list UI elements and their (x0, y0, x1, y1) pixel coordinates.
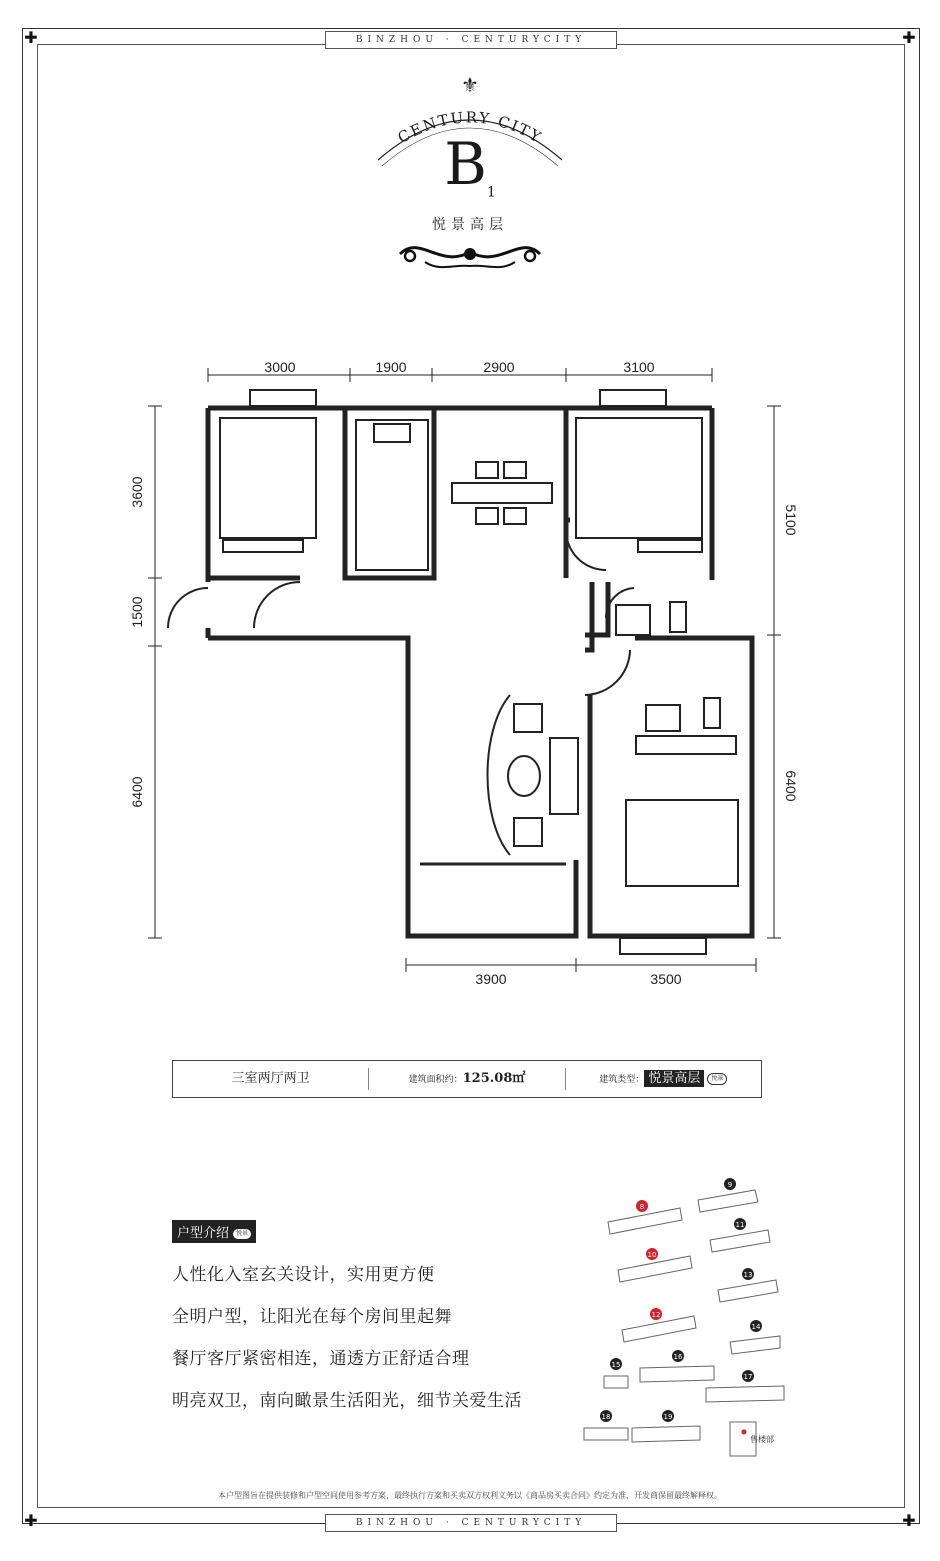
building-number: 10 (647, 1251, 657, 1259)
flourish-ornament-icon (360, 234, 580, 274)
building-marker (662, 1410, 674, 1422)
building-marker (646, 1248, 658, 1260)
floor-plan-drawing (130, 350, 810, 990)
building-marker (600, 1410, 612, 1422)
building-number: 15 (611, 1361, 621, 1369)
building-marker (610, 1358, 622, 1370)
building-marker (672, 1350, 684, 1362)
building-marker (636, 1200, 648, 1212)
bottom-banner: BINZHOU · CENTURYCITY (325, 1514, 617, 1532)
dim-right-2: 6400 (783, 770, 799, 802)
building-number: 9 (727, 1181, 733, 1189)
logo-arc-text: CENTURY CITY (394, 108, 546, 147)
dim-left-2: 1500 (130, 596, 145, 628)
dim-left-1: 3600 (130, 476, 145, 508)
top-banner: BINZHOU · CENTURYCITY (325, 31, 617, 49)
building-number: 13 (743, 1271, 753, 1279)
dim-right-1: 5100 (783, 504, 799, 536)
dim-top-2: 1900 (375, 359, 407, 375)
unit-info-bar (172, 1060, 762, 1098)
building-number: 11 (735, 1221, 745, 1229)
building-type-info: 建筑类型： 悦景高层 悦景 (566, 1068, 761, 1090)
dim-top-1: 3000 (264, 359, 296, 375)
svg-text:⚜: ⚜ (461, 73, 479, 97)
corner-ornament-icon: ✚ (24, 1511, 38, 1530)
intro-line: 人性化入室玄关设计，实用更方便 (172, 1265, 435, 1285)
building-marker (750, 1320, 762, 1332)
building-number: 12 (651, 1311, 661, 1319)
dim-left-3: 6400 (130, 776, 145, 808)
building-marker (734, 1218, 746, 1230)
building-number: 14 (751, 1323, 761, 1331)
project-logo (360, 70, 580, 280)
building-number: 18 (601, 1413, 611, 1421)
floor-plan (130, 350, 810, 990)
building-marker (742, 1370, 754, 1382)
dim-bottom-1: 3900 (475, 971, 507, 987)
dim-top-3: 2900 (483, 359, 515, 375)
building-number: 17 (743, 1373, 753, 1381)
building-marker (724, 1178, 736, 1190)
series-name: 悦景高层 (432, 217, 508, 233)
intro-line: 明亮双卫，南向瞰景生活阳光，细节关爱生活 (172, 1391, 522, 1411)
site-plan-drawing (580, 1170, 810, 1470)
building-marker (742, 1268, 754, 1280)
building-number: 16 (673, 1353, 683, 1361)
dim-top-4: 3100 (623, 359, 655, 375)
dim-bottom-2: 3500 (650, 971, 682, 987)
intro-title: 户型介绍 悦景 (172, 1220, 256, 1243)
corner-ornament-icon: ✚ (24, 28, 38, 47)
sales-office-marker (742, 1430, 747, 1435)
area-info: 建筑面积约：125.08㎡ (369, 1068, 565, 1090)
site-plan (580, 1170, 810, 1470)
layout-type: 三室两厅两卫 (173, 1068, 369, 1090)
unit-letter: $B_1$ (444, 130, 496, 201)
sales-office-label: 售楼部 (750, 1435, 774, 1444)
disclaimer: 本户型图旨在提供装修和户型空间使用参考方案，最终执行方案和买卖双方权利义务以《商品房买卖合同》约定为准，开发商保留最终解释权。 (218, 1491, 722, 1500)
building-number: 8 (639, 1203, 645, 1211)
intro-line: 全明户型，让阳光在每个房间里起舞 (172, 1307, 452, 1327)
unit-introduction (172, 1220, 572, 1411)
building-marker (650, 1308, 662, 1320)
building-number: 19 (663, 1413, 673, 1421)
intro-line: 餐厅客厅紧密相连，通透方正舒适合理 (172, 1349, 470, 1369)
corner-ornament-icon: ✚ (902, 1511, 916, 1530)
corner-ornament-icon: ✚ (902, 28, 916, 47)
